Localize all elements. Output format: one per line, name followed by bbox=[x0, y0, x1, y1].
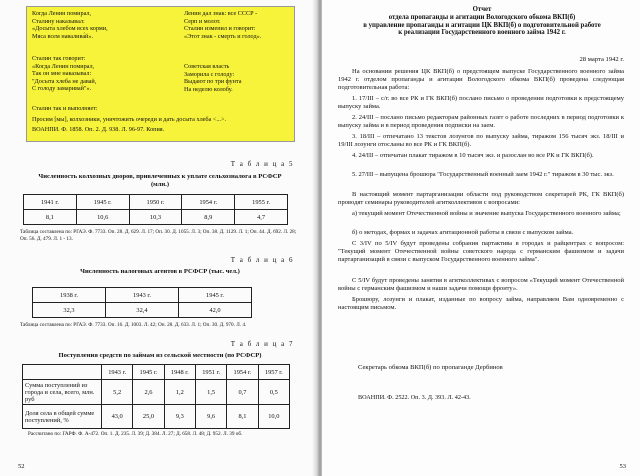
table-cell: 10,3 bbox=[129, 210, 182, 225]
paragraph: С 5/IV будут проведены занятия в агитколлективах с вопросом «Текущий момент Отечественной войны с германским фашизмом и наши задачи помощи фронту». bbox=[338, 277, 624, 293]
poem-column-1-top bbox=[32, 10, 108, 40]
poem-line: С голоду замаривай"». bbox=[32, 85, 92, 93]
table-header-cell: 1955 г. bbox=[235, 195, 288, 210]
signature: Секретарь обкома ВКП(б) по пропаганде Дербинов bbox=[358, 364, 503, 371]
poem-column-2-mid bbox=[184, 63, 241, 93]
table-header-cell: 1954 г. bbox=[227, 365, 258, 380]
report-date: 28 марта 1942 г. bbox=[579, 56, 624, 63]
table-cell: 0,5 bbox=[258, 380, 289, 405]
table-7 bbox=[22, 364, 290, 429]
paragraph: 5. 27/III – выпущена брошюра "Государственный военный заем 1942 г." тиражом в 30 тыс. экз. bbox=[352, 171, 614, 178]
poem-line: Сталин изменил и говорит: bbox=[184, 25, 256, 33]
paragraph: а) текущий момент Отечественной войны и значение выпуска Государственного военного займа; bbox=[352, 210, 621, 217]
paragraph: 4. 24/III – отпечатан плакат тиражом в 10 тысяч экз. и разослан во все РК и ГК ВКП(б). bbox=[352, 152, 594, 159]
table-row bbox=[23, 405, 290, 429]
table-5-title: Численность колхозных дворов, привлеченных к уплате сельхозналога в РСФСР (млн.) bbox=[38, 173, 282, 188]
poem-line: Советская власть bbox=[184, 63, 230, 70]
right-page bbox=[322, 0, 640, 476]
poem-column-1-mid bbox=[32, 55, 96, 93]
page-number-right: 53 bbox=[619, 463, 626, 470]
poem-line: Когда Ленин помирал, bbox=[32, 10, 92, 17]
poem-line: Заморила с голоду: bbox=[184, 70, 235, 78]
table-cell: 9,3 bbox=[164, 405, 195, 429]
poem-line: Сталину наказывал: bbox=[32, 17, 85, 25]
table-cell: 4,7 bbox=[235, 210, 288, 225]
poem-tail bbox=[32, 105, 290, 134]
table-header-cell bbox=[23, 365, 102, 380]
page-number-left: 52 bbox=[18, 463, 25, 470]
table-6 bbox=[32, 287, 252, 318]
report-title-line: к реализации Государственного военного займа 1942 г. bbox=[398, 29, 566, 37]
table-7-source: Рассчитано по: ГАРФ. Ф. А-472. Оп. 1. Д. 235. Л. 39; Д. 384. Л. 27; Д. 658. Л. 48; Д. 952. Л. 39 об. bbox=[28, 431, 243, 437]
paragraph: б) о методах, формах и задачах агитационной работы в связи с выпуском займа. bbox=[352, 229, 574, 236]
table-header-cell: 1945 г. bbox=[76, 195, 129, 210]
poem-line: «Когда Ленин помирал, bbox=[32, 62, 95, 70]
poem-line: Сталин так и выполняет: bbox=[32, 105, 98, 112]
poem-line: «Досыта хлебом всех корми, bbox=[32, 25, 108, 33]
paragraph: 3. 18/III – отпечатано 13 текстов лозунгов по выпуску займа, тиражом 156 тысяч экз. 18/III и 19/III лозунги отосланы во все РК и ГК ВКП(б). bbox=[338, 133, 624, 149]
table-cell: 1,5 bbox=[195, 380, 226, 405]
table-header-cell: 1950 г. bbox=[129, 195, 182, 210]
report-title-line: Отчет bbox=[472, 6, 492, 13]
table-6-label: Т а б л и ц а 6 bbox=[230, 256, 294, 264]
poem-source: ВОАНПИ. Ф. 1858. Оп. 2. Д. 938. Л. 96-97. Копия. bbox=[32, 126, 165, 134]
table-cell: 42,0 bbox=[179, 303, 252, 318]
poem-line: Ленин дал знак: все СССР - bbox=[184, 10, 258, 17]
poem-line: «Этот знак - смерть и голод». bbox=[184, 32, 262, 40]
poem-line: Сталин так говорит: bbox=[32, 55, 86, 62]
table-cell: 8,1 bbox=[227, 405, 258, 429]
table-cell: 32,4 bbox=[106, 303, 179, 318]
poem-line: "Досыта хлеба не давай, bbox=[32, 77, 97, 85]
table-header-cell: 1948 г. bbox=[164, 365, 195, 380]
paragraph: С 3/IV по 5/IV будут проведены собрания партактива в городах и райцентрах с вопросом: "Текущий момент Отечественной войны советского народа с германским фашизмом и задачи партарганизаций в связи с выпуском Государственного военного займа". bbox=[338, 240, 624, 264]
table-cell: 0,7 bbox=[227, 380, 258, 405]
left-page bbox=[0, 0, 318, 476]
poem-line: Мяса всем навалива́й». bbox=[32, 32, 94, 40]
poem-line: Выдают по три фунта bbox=[184, 78, 242, 86]
poem-line: Так он мне наказывал: bbox=[32, 70, 92, 78]
table-cell: 8,1 bbox=[24, 210, 77, 225]
table-cell: 10,6 bbox=[76, 210, 129, 225]
table-7-label: Т а б л и ц а 7 bbox=[230, 340, 294, 348]
table-5-source: Таблица составлена по: РГАЭ. Ф. 7733. Оп. 28. Д. 629. Л. 17; Оп. 30. Д. 1055. Л. 3; Оп. 38. Д. 1129. Л. 1; Оп. 44. Д. 692. Л. 28; Оп. 56. Д. 479. Л. 1 - 13. bbox=[20, 229, 297, 242]
table-header-cell: 1943 г. bbox=[102, 365, 133, 380]
paragraph: 1. 17/III – с/г. во все РК и ГК ВКП(б) послано письмо о проведении подготовки к предстоящему выпуску займа. bbox=[338, 95, 624, 111]
paragraph: Брошюру, лозунги и плакат, изданные по вопросу займа, направляем Вам одновременно с настоящим письмом. bbox=[338, 296, 624, 312]
table-cell: 25,0 bbox=[133, 405, 164, 429]
poem-column-2-top bbox=[184, 10, 261, 40]
table-cell: 10,0 bbox=[258, 405, 289, 429]
paragraph: На основании решения ЦК ВКП(б) о предстоящем выпуске Государственного военного займа 1942 г. отделом пропаганды и агитации Вологодского обкома ВКП(б) проведена следующая подготовительная работа: bbox=[338, 68, 624, 92]
poem-box bbox=[26, 6, 295, 142]
table-cell: 32,3 bbox=[33, 303, 106, 318]
table-5 bbox=[23, 194, 288, 225]
table-header-cell: 1943 г. bbox=[106, 288, 179, 303]
table-header-cell: 1941 г. bbox=[24, 195, 77, 210]
archive-source: ВОАНПИ. Ф. 2522. Оп. 3. Д. 393. Л. 42-43. bbox=[358, 394, 471, 401]
table-header-cell: 1938 г. bbox=[33, 288, 106, 303]
table-cell: 2,6 bbox=[133, 380, 164, 405]
table-cell: 1,2 bbox=[164, 380, 195, 405]
table-row-label: Сумма поступлений из города и села, всего, млн. руб bbox=[23, 380, 102, 405]
table-row-label: Доля села в общей сумме поступлений, % bbox=[23, 405, 102, 429]
paragraph: В настоящий момент партарганизации области под руководством секретарей РК, ГК ВКП(б) проводят семинары руководителей агитколлективов с вопросами: bbox=[338, 191, 624, 207]
table-header-cell: 1945 г. bbox=[179, 288, 252, 303]
poem-line: Серп и молот. bbox=[184, 17, 221, 25]
table-cell: 9,6 bbox=[195, 405, 226, 429]
table-5-label: Т а б л и ц а 5 bbox=[230, 160, 294, 168]
report-title bbox=[342, 6, 622, 37]
report-title-line: отдела пропаганды и агитации Вологодского обкома ВКП(б) bbox=[388, 13, 576, 21]
paragraph: 2. 24/III – послано письмо редакторам районных газет о работе последних в период подготовки к выпуску займа и в период проведения подписки на заем. bbox=[338, 114, 624, 130]
report-title-line: в управление пропаганды и агитации ЦК ВКП(б) о подготовительной работе bbox=[363, 21, 601, 29]
poem-request: Просим [мы], колхозники, уничтожить очереди и дать досыта хлеба <...>. bbox=[32, 115, 227, 123]
table-6-title: Численность налоговых агентов в РСФСР (тыс. чел.) bbox=[80, 268, 240, 275]
table-header-cell: 1954 г. bbox=[182, 195, 235, 210]
table-7-title: Поступления средств по займам из сельской местности (по РСФСР) bbox=[58, 352, 262, 359]
table-header-cell: 1951 г. bbox=[195, 365, 226, 380]
table-header-cell: 1957 г. bbox=[258, 365, 289, 380]
table-cell: 43,0 bbox=[102, 405, 133, 429]
table-header-cell: 1945 г. bbox=[133, 365, 164, 380]
table-6-source: Таблица составлена по: РГАЭ. Ф. 7733. Оп. 16. Д. 1003. Л. 42; Оп. 28. Д. 633. Л. 1; Оп. 30. Д. 970. Л. 4. bbox=[20, 322, 247, 328]
poem-line: На неделю колобу. bbox=[184, 85, 233, 93]
table-cell: 5,2 bbox=[102, 380, 133, 405]
table-cell: 8,9 bbox=[182, 210, 235, 225]
table-row bbox=[23, 380, 290, 405]
